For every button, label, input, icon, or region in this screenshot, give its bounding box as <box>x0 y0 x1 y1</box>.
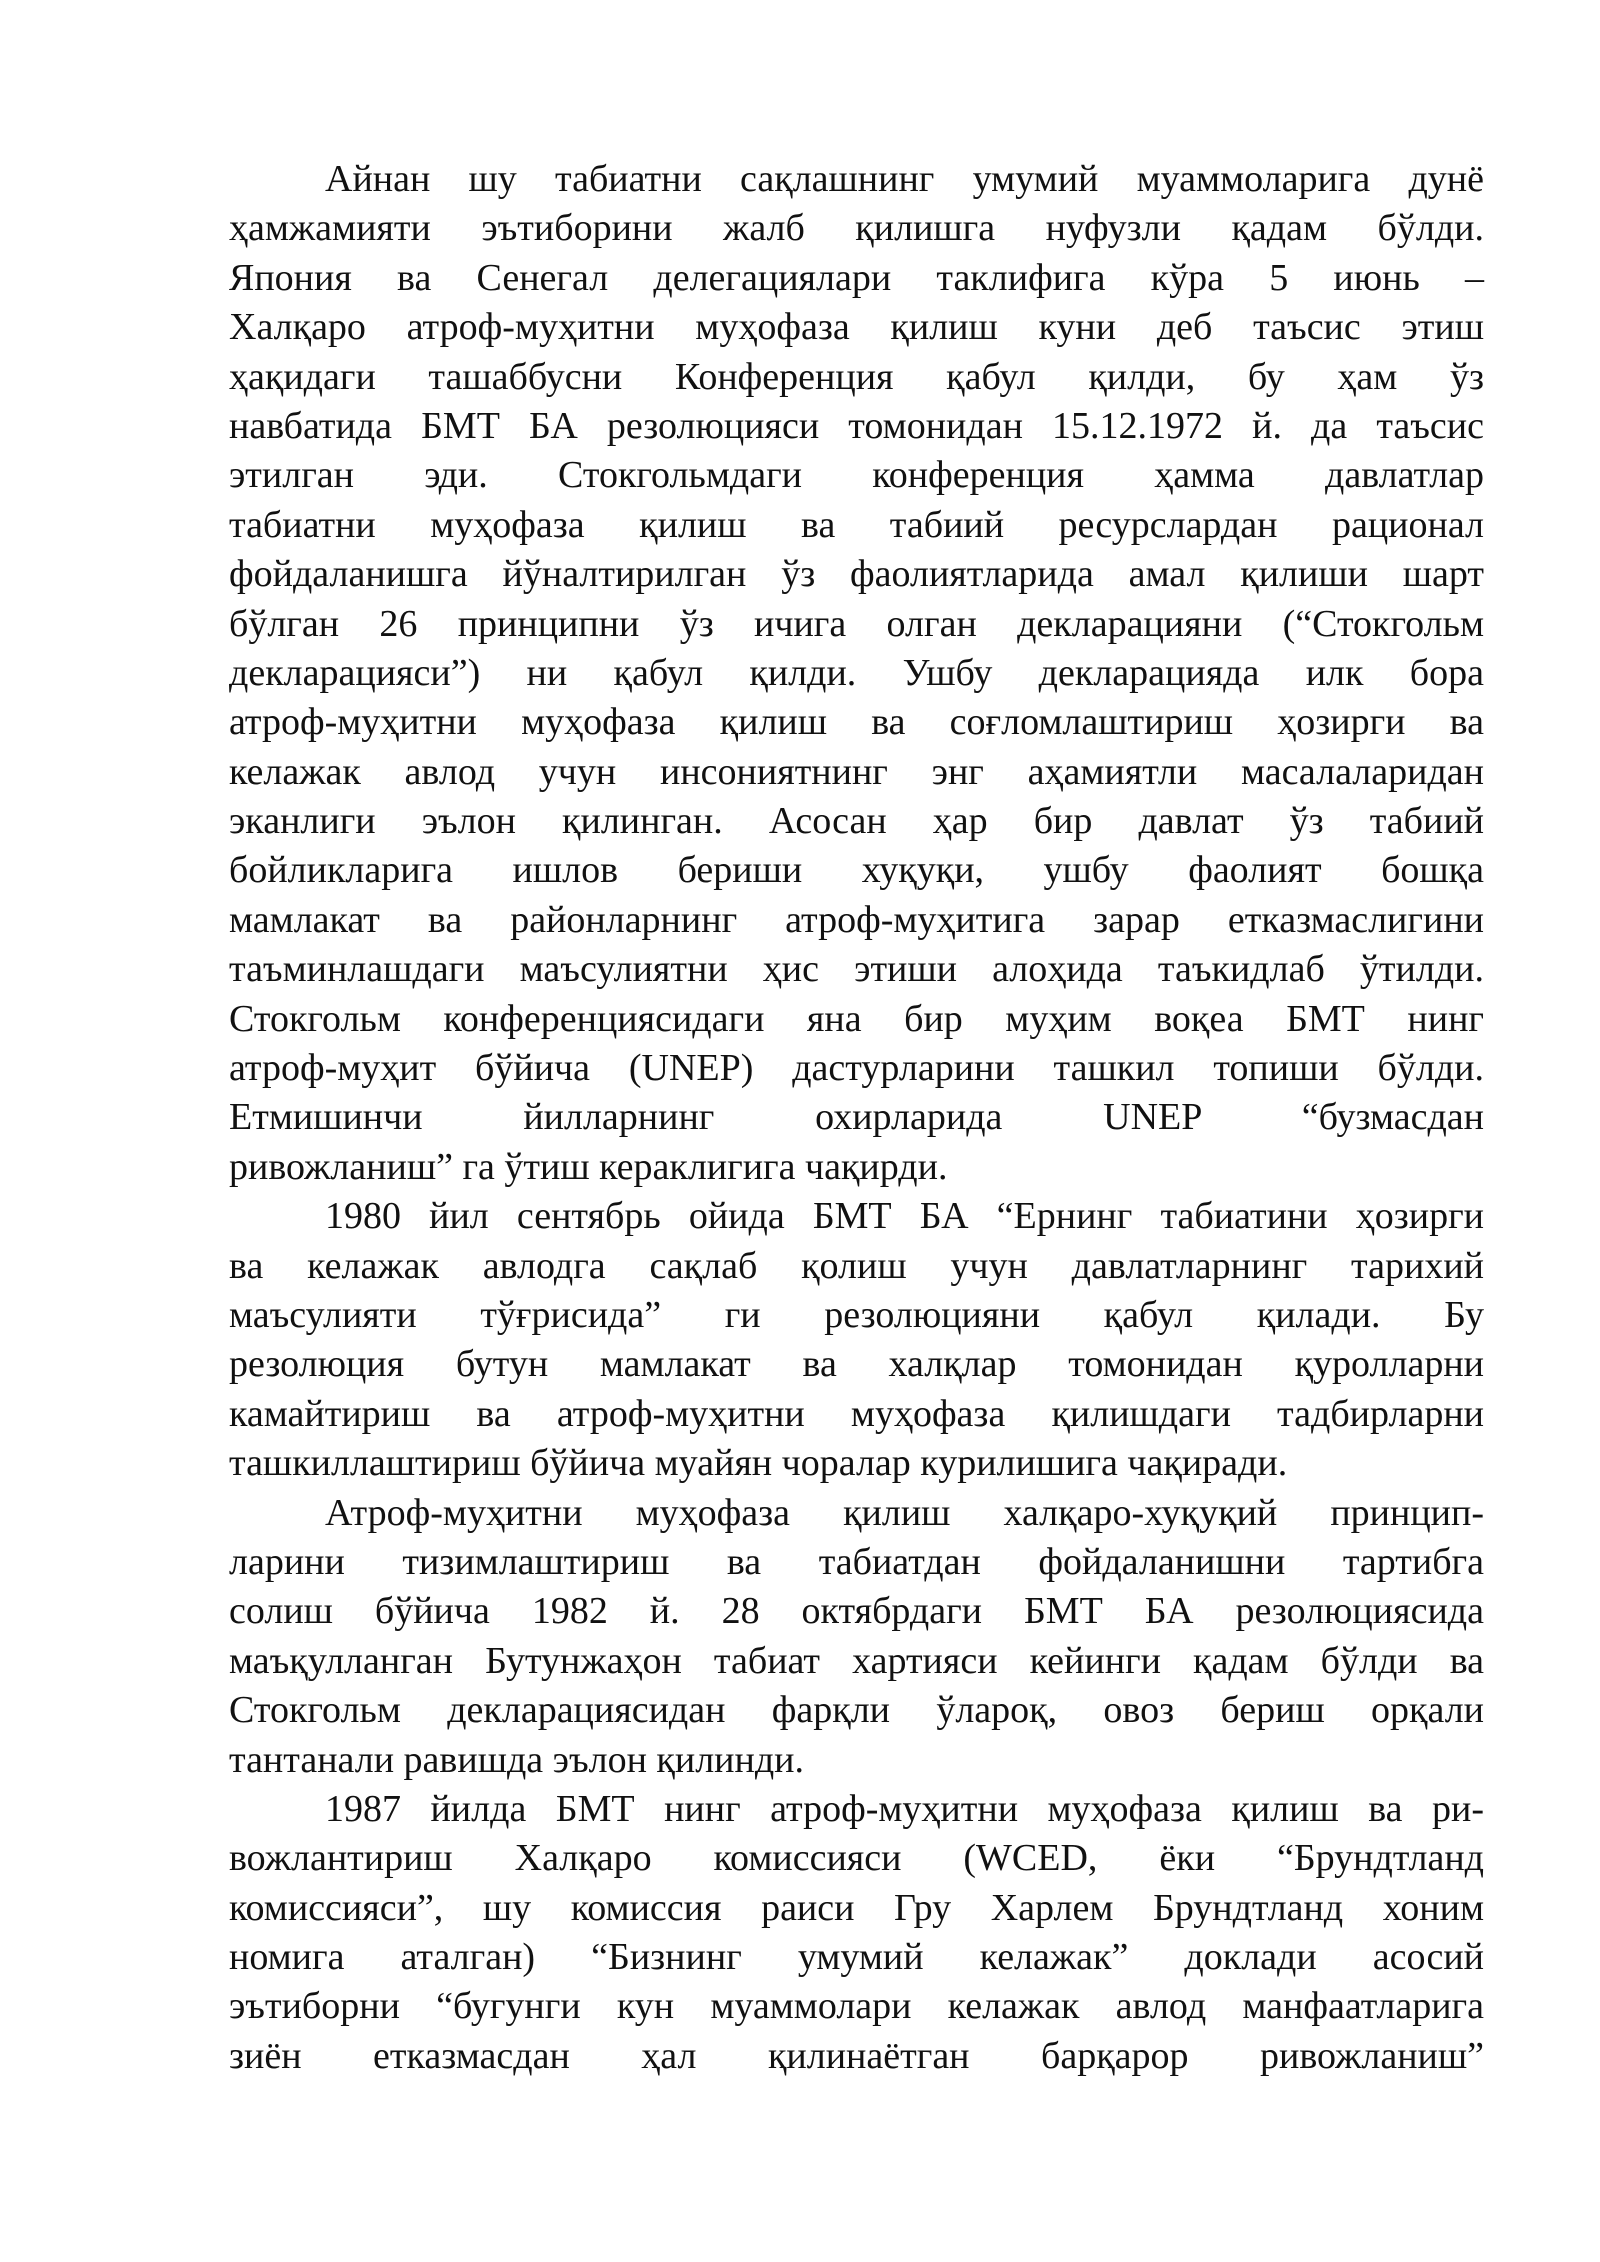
text-line: солиш бўйича 1982 й. 28 октябрдаги БМТ БА резолюциясида <box>229 1590 1484 1633</box>
text-line: маъсулияти тўғрисида” ги резолюцияни қабул қилади. Бу <box>229 1293 1484 1336</box>
text-line: эътиборни “бугунги кун муаммолари келажак авлод манфаатларига <box>229 1985 1484 2028</box>
text-line: ларини тизимлаштириш ва табиатдан фойдаланишни тартибга <box>229 1540 1484 1583</box>
text-line: таъминлашдаги маъсулиятни ҳис этиши алоҳида таъкидлаб ўтилди. <box>229 948 1484 991</box>
text-line: номига аталган) “Бизнинг умумий келажак” доклади асосий <box>229 1936 1484 1979</box>
text-line: эканлиги эълон қилинган. Асосан ҳар бир давлат ўз табиий <box>229 800 1484 843</box>
text-line: Етмишинчи йилларнинг охирларида UNEP “бузмасдан <box>229 1096 1484 1139</box>
text-line: мамлакат ва районларнинг атроф-муҳитига зарар етказмаслигини <box>229 898 1484 941</box>
text-line: бўлган 26 принципни ўз ичига олган декларацияни (“Стокгольм <box>229 602 1484 645</box>
text-line: атроф-муҳитни муҳофаза қилиш ва соғломлаштириш ҳозирги ва <box>229 701 1484 744</box>
text-line: вожлантириш Халқаро комиссияси (WCED, ёки “Брундтланд <box>229 1837 1484 1880</box>
text-line: 1980 йил сентябрь ойида БМТ БА “Ернинг табиатини ҳозирги <box>325 1195 1484 1238</box>
text-line: ва келажак авлодга сақлаб қолиш учун давлатларнинг тарихий <box>229 1244 1484 1287</box>
text-line: атроф-муҳит бўйича (UNEP) дастурларини ташкил топиши бўлди. <box>229 1047 1484 1090</box>
text-line: фойдаланишга йўналтирилган ўз фаолиятларида амал қилиши шарт <box>229 553 1484 596</box>
text-line: табиатни муҳофаза қилиш ва табиий ресурслардан рационал <box>229 503 1484 546</box>
text-line: Халқаро атроф-муҳитни муҳофаза қилиш куни деб таъсис этиш <box>229 306 1484 349</box>
text-line: Атроф-муҳитни муҳофаза қилиш халқаро-хуқуқий принцип- <box>325 1491 1484 1534</box>
text-line: ҳақидаги ташаббусни Конференция қабул қилди, бу ҳам ўз <box>229 355 1484 398</box>
text-line: 1987 йилда БМТ нинг атроф-муҳитни муҳофаза қилиш ва ри- <box>325 1787 1484 1830</box>
text-line: Япония ва Сенегал делегациялари таклифига кўра 5 июнь – <box>229 256 1484 299</box>
text-line: Стокгольм декларациясидан фарқли ўлароқ, овоз бериш орқали <box>229 1689 1484 1732</box>
text-line: комиссияси”, шу комиссия раиси Гру Харлем Брундтланд хоним <box>229 1886 1484 1929</box>
text-line: резолюция бутун мамлакат ва халқлар томонидан қуролларни <box>229 1343 1484 1386</box>
document-page <box>229 155 1484 2081</box>
text-line: маъқулланган Бутунжаҳон табиат хартияси кейинги қадам бўлди ва <box>229 1639 1484 1682</box>
text-line: ҳамжамияти эътиборини жалб қилишга нуфузли қадам бўлди. <box>229 207 1484 250</box>
text-line: Айнан шу табиатни сақлашнинг умумий муаммоларига дунё <box>325 158 1484 200</box>
text-line: Стокгольм конференциясидаги яна бир муҳим воқеа БМТ нинг <box>229 997 1484 1040</box>
text-line: камайтириш ва атроф-муҳитни муҳофаза қилишдаги тадбирларни <box>229 1392 1484 1435</box>
text-line: ташкиллаштириш бўйича муайян чоралар курилишига чақиради. <box>229 1442 1288 1485</box>
text-line: этилган эди. Стокгольмдаги конференция ҳамма давлатлар <box>229 454 1484 497</box>
text-line: декларацияси”) ни қабул қилди. Ушбу декларацияда илк бора <box>229 651 1484 694</box>
text-line: тантанали равишда эълон қилинди. <box>229 1738 805 1781</box>
text-line: зиён етказмасдан ҳал қилинаётган барқарор ривожланиш” <box>229 2034 1484 2077</box>
text-line: бойликларига ишлов бериши хуқуқи, ушбу фаолият бошқа <box>229 849 1484 892</box>
text-line: навбатида БМТ БА резолюцияси томонидан 15.12.1972 й. да таъсис <box>229 404 1484 447</box>
text-line: ривожланиш” га ўтиш кераклигига чақирди. <box>229 1145 948 1188</box>
text-line: келажак авлод учун инсониятнинг энг аҳамиятли масалаларидан <box>229 750 1484 793</box>
